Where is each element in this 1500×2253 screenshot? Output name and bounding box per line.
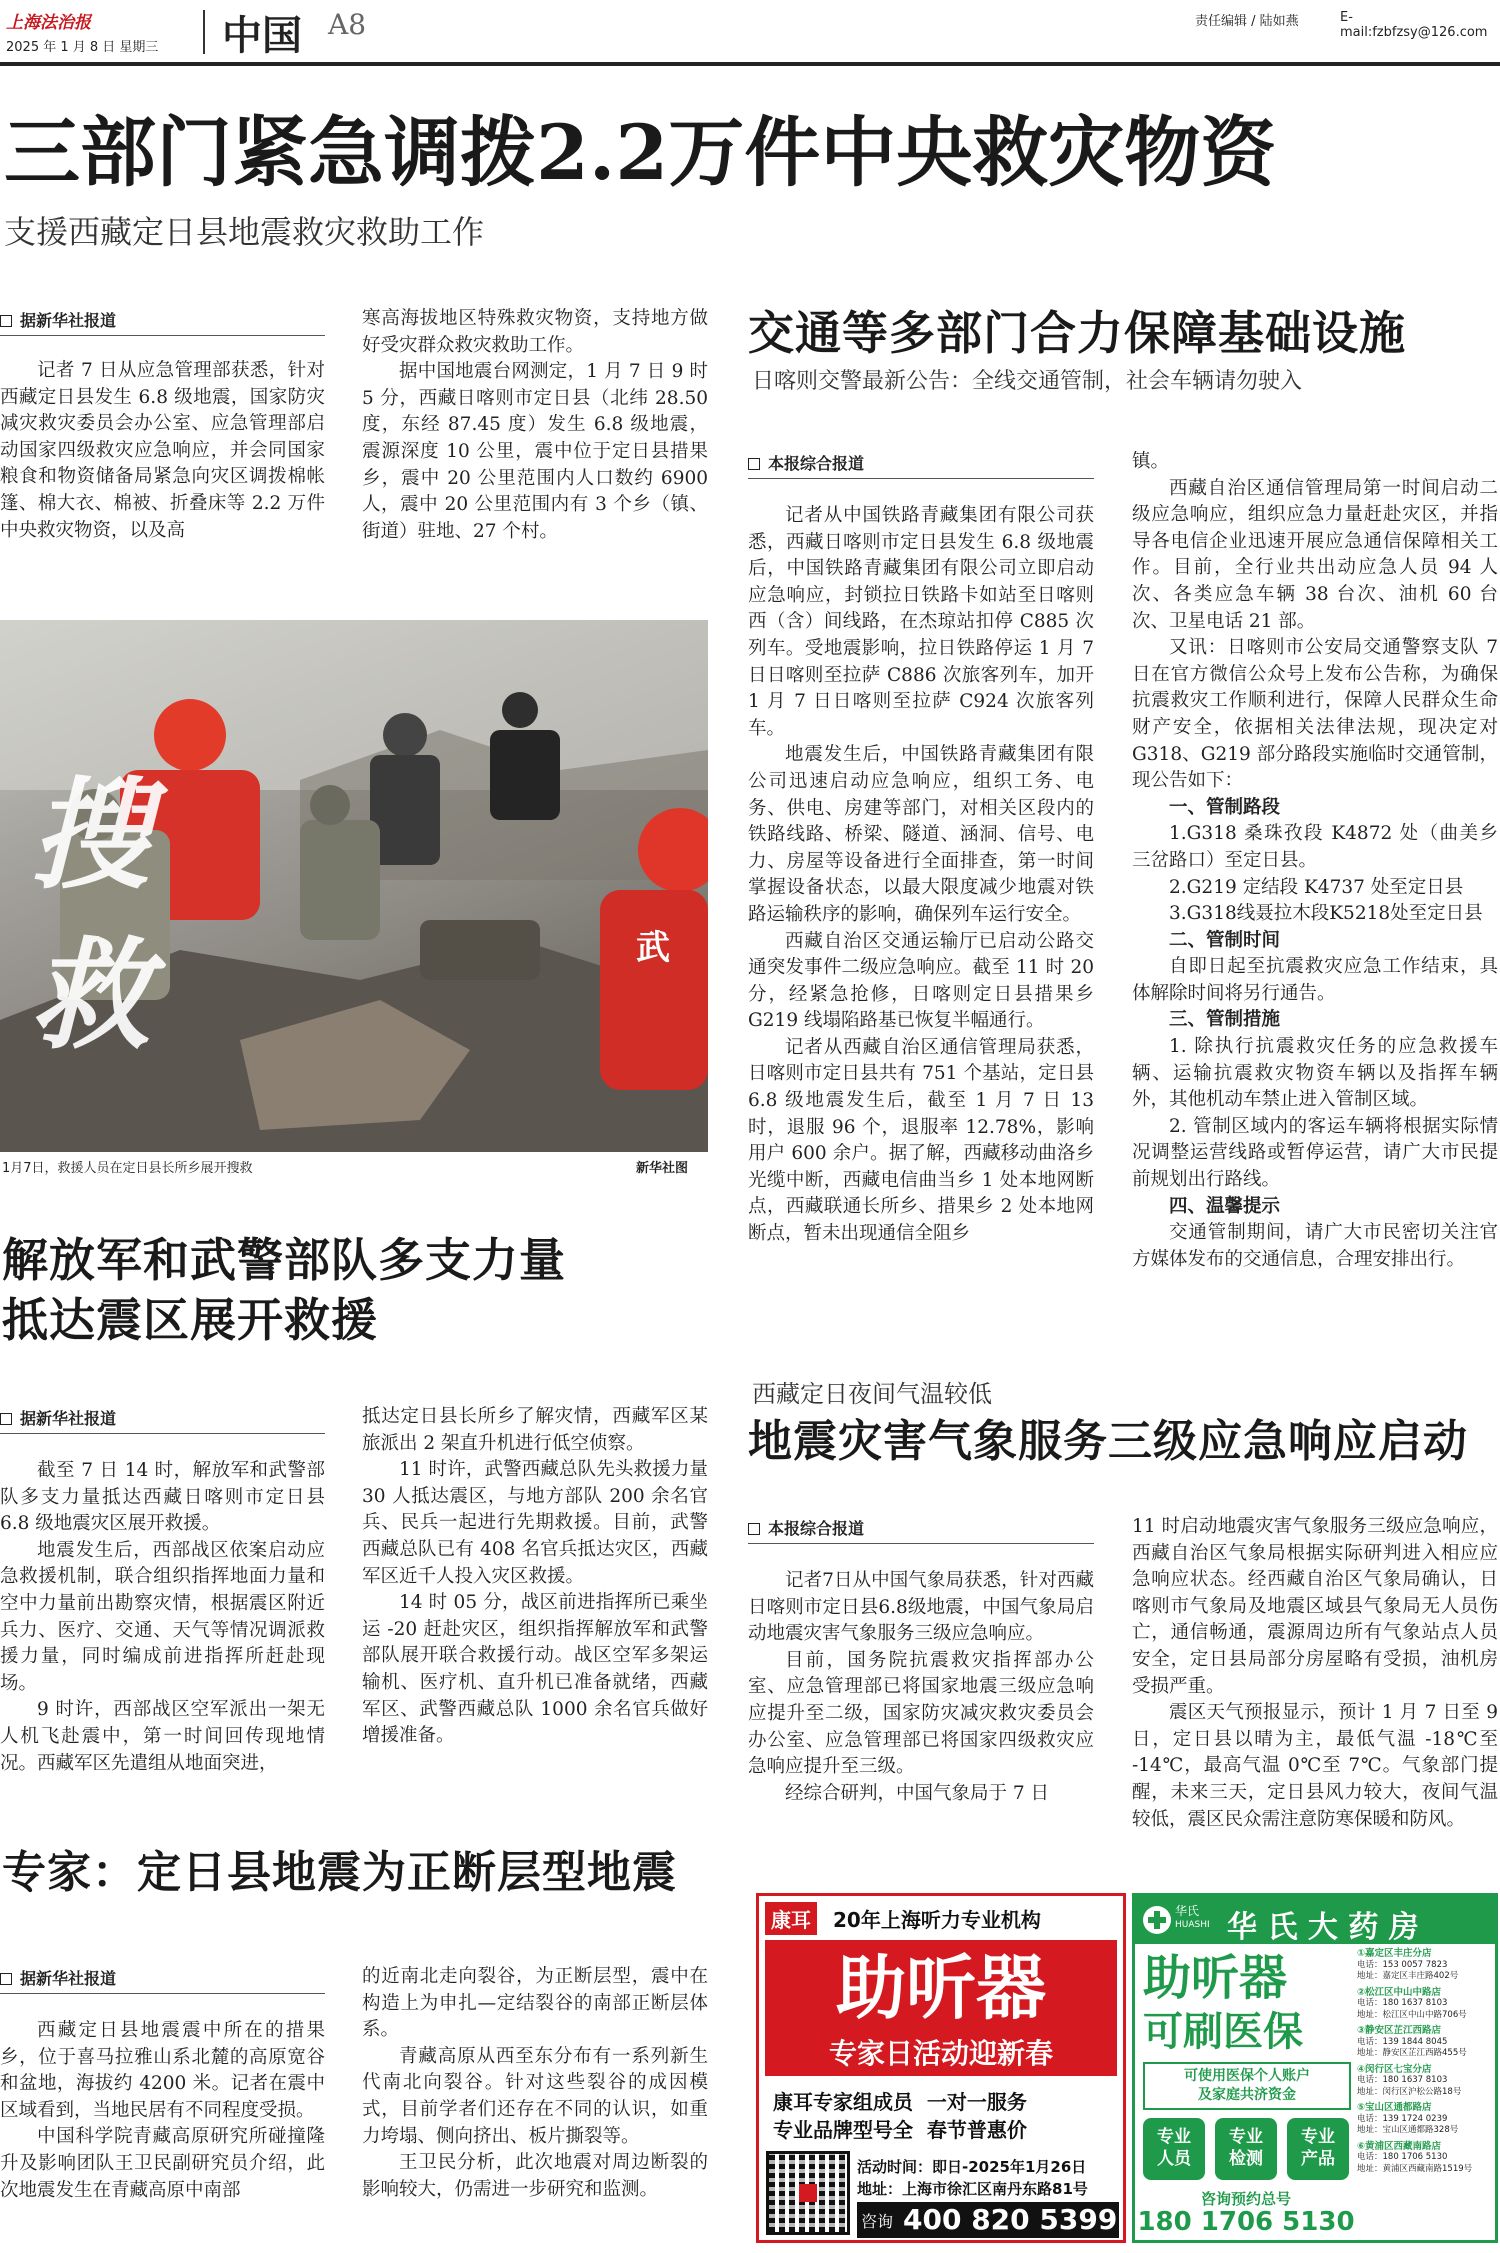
expert-para: 中国科学院青藏高原研究所碰撞隆升及影响团队王卫民副研究员介绍，此次地震发生在青藏高原中南部: [0, 2126, 325, 2201]
lead-col1: [0, 358, 325, 544]
traffic-subheading: 三、管制措施: [1169, 1009, 1281, 1031]
square-icon: [0, 1973, 12, 1985]
masthead-divider: [203, 10, 205, 54]
weather-headline: 地震灾害气象服务三级应急响应启动: [748, 1416, 1468, 1467]
pla-para: 14 时 05 分，战区前进指挥所已乘坐运 -20 赶赴灾区，组织指挥解放军和武警部队展开联合救援行动。战区空军多架运输机、医疗机、直升机已准备就绪，西藏军区、武警西藏总队 1000 余名官兵做好增援准备。: [362, 1592, 708, 1747]
store-item: [1357, 2141, 1495, 2176]
issue-date: 2025 年 1 月 8 日 星期三: [6, 40, 159, 55]
weather-kicker: 西藏定日夜间气温较低: [752, 1380, 992, 1408]
pla-para: 11 时许，武警西藏总队先头救援力量 30 人抵达震区，与地方部队 200 余名官兵、民兵一起进行先期救援。目前，武警西藏总队已有 408 名官兵抵达灾区，西藏军区近千人投入灾区救援。: [362, 1459, 708, 1587]
lead-subhead: 支援西藏定日县地震救灾救助工作: [4, 213, 485, 251]
ad-huashi-brand: 华氏: [1175, 1904, 1200, 1918]
ad-kanger-header: [759, 1896, 1123, 1940]
traffic-para: 记者从西藏自治区通信管理局获悉，日喀则市定日县共有 751 个基站，定日县 6.8 级地震发生后，截至 1 月 7 日 13 时，退服 96 个，退服率 12.78%，影响用户 600 余户。据了解，西藏移动曲洛乡光缆中断，西藏电信曲当乡 1 处本地网断点，西藏联通长所乡、措果乡 2 处本地网断点，暂未出现通信全阻乡: [748, 1036, 1094, 1245]
expert-para: 的近南北走向裂谷，为正断层型，震中在构造上为申扎—定结裂谷的南部正断层体系。: [362, 1966, 708, 2041]
weather-para: 震区天气预报显示，预计 1 月 7 日至 9 日，定日县以晴为主，最低气温 -18℃至 -14℃，最高气温 0℃至 7℃。气象部门提醒，未来三天，定日县风力较大，夜间气温较低，震区民众需注意防寒保暖和防风。: [1132, 1702, 1498, 1830]
traffic-list-item: 2.G219 定结段 K4737 处至定日县: [1169, 876, 1464, 898]
traffic-source: [748, 451, 1094, 479]
traffic-para: 自即日起至抗震救灾应急工作结束，具体解除时间将另行通告。: [1132, 956, 1498, 1004]
expert-source-label: 据新华社报道: [20, 1969, 117, 1988]
ad-huashi-brand-en: HUASHI: [1175, 1920, 1210, 1930]
expert-para: 青藏高原从西至东分布有一系列新生代南北向裂谷。针对这些裂谷的成因模式，目前学者们还存在不同的认识，如重力垮塌、侧向挤出、板片撕裂等。: [362, 2045, 708, 2147]
traffic-para: 交通管制期间，请广大市民密切关注官方媒体发布的交通信息，合理安排出行。: [1132, 1222, 1498, 1270]
weather-para: 目前，国务院抗震救灾指挥部办公室、应急管理部已将国家地震三级应急响应提升至二级，国家防灾减灾救灾委员会办公室、应急管理部已将国家四级救灾应急响应提升至三级。: [748, 1649, 1094, 1778]
ad-huashi-hotline-label: 咨询预约总号: [1200, 2190, 1291, 2208]
traffic-para: 镇。: [1132, 451, 1170, 472]
pla-col2: [362, 1404, 708, 1750]
ad-huashi-hotline[interactable]: 180 1706 5130: [1137, 2207, 1355, 2237]
masthead-rule: [0, 62, 1500, 66]
pla-source-label: 据新华社报道: [20, 1409, 117, 1428]
store-tel: 电话：139 1844 8045: [1357, 2036, 1448, 2047]
lead-para: 记者 7 日从应急管理部获悉，针对西藏定日县发生 6.8 级地震，国家防灾减灾救灾委员会办公室、应急管理部启动国家四级救灾应急响应，并会同国家粮食和物资储备局紧急向灾区调拨棉帐篷、棉大衣、棉被、折叠床等 2.2 万件中央救灾物资，以及高: [0, 360, 325, 541]
traffic-list-item: 1. 除执行抗震救灾任务的应急救援车辆、运输抗震救灾物资车辆以及指挥车辆外，其他机动车禁止进入管制区域。: [1132, 1036, 1498, 1111]
photo-overlay-text-2: 救: [30, 925, 150, 1066]
traffic-list-item: 1.G318 桑珠孜段 K4872 处（曲美乡三岔路口）至定日县。: [1132, 823, 1498, 871]
store-name: ②松江区中山中路店: [1357, 1986, 1442, 1998]
ad-kanger-event: 专家日活动迎新春: [828, 2037, 1053, 2070]
store-addr: 地址：松江区中山中路706号: [1357, 2009, 1467, 2020]
store-addr: 地址：闵行区沪松公路18号: [1357, 2086, 1462, 2097]
store-addr: 地址：黄浦区西藏南路1519号: [1357, 2163, 1473, 2174]
ad-kanger[interactable]: [756, 1893, 1126, 2243]
store-name: ①嘉定区丰庄分店: [1357, 1948, 1432, 1959]
traffic-headline: 交通等多部门合力保障基础设施: [748, 306, 1406, 360]
ad-huashi-header: [1135, 1896, 1495, 1944]
traffic-para: 记者从中国铁路青藏集团有限公司获悉，西藏日喀则市定日县发生 6.8 级地震后，中国铁路青藏集团有限公司立即启动应急响应，封锁拉日铁路卡如站至日喀则西（含）间线路，在杰琼站扣停 C885 次列车。受地震影响，拉日铁路停运 1 月 7 日日喀则至拉萨 C886 次旅客列车，加开 1 月 7 日日喀则至拉萨 C924 次旅客列车。: [748, 505, 1094, 739]
pla-para: 截至 7 日 14 时，解放军和武警部队多支力量抵达西藏日喀则市定日县 6.8 级地震灾区展开救援。: [0, 1460, 325, 1535]
traffic-list-item: 2. 管制区域内的客运车辆将根据实际情况调整运营线路或暂停运营，请广大市民提前规划出行路线。: [1132, 1115, 1498, 1191]
expert-col2: [362, 1964, 708, 2203]
traffic-subheading: 一、管制路段: [1169, 796, 1281, 818]
photo-caption: 1月7日，救援人员在定日县长所乡展开搜救: [2, 1161, 253, 1176]
store-tel: 电话：180 1706 5130: [1357, 2152, 1448, 2162]
editor-email: E-mail:fzbfzsy@126.com: [1340, 10, 1488, 40]
weather-col2: [1132, 1514, 1498, 1833]
expert-col1: [0, 2018, 325, 2204]
lead-para: 寒高海拔地区特殊救灾物资，支持地方做好受灾群众救灾救助工作。: [362, 308, 708, 356]
store-item: [1357, 2064, 1495, 2099]
section-name: 中国: [222, 12, 302, 59]
ad-kanger-time: 活动时间：即日-2025年1月26日: [857, 2158, 1087, 2176]
qr-code-icon: [769, 2154, 847, 2232]
pla-para: 地震发生后，西部战区依案启动应急救援机制，联合组织指挥地面力量和空中力量前出勘察灾情，根据震区附近兵力、医疗、交通、天气等情况调派救援力量，同时编成前进指挥所赶赴现场。: [0, 1539, 325, 1694]
photo-credit: 新华社图: [636, 1161, 689, 1176]
store-name: ④闵行区七宝分店: [1357, 2063, 1432, 2075]
traffic-subheading: 四、温馨提示: [1169, 1195, 1281, 1217]
ad-kanger-brand: 康耳: [765, 1902, 817, 1935]
ad-huashi-store-list: [1357, 1948, 1495, 2179]
lead-col2: [362, 306, 708, 545]
ad-kanger-phone-row[interactable]: [857, 2202, 1119, 2238]
traffic-subheading: 二、管制时间: [1169, 929, 1281, 951]
square-icon: [748, 458, 760, 470]
weather-para: 记者7日从中国气象局获悉，针对西藏日喀则市定日县6.8级地震，中国气象局启动地震灾害气象服务三级应急响应。: [748, 1570, 1094, 1645]
pla-headline-2: 抵达震区展开救援: [2, 1293, 378, 1347]
ad-kanger-address: 地址：上海市徐汇区南丹东路81号: [857, 2180, 1088, 2198]
ad-kanger-line1: 康耳专家组成员 一对一服务: [773, 2090, 1027, 2114]
traffic-para: 又讯：日喀则市公安局交通警察支队 7 日在官方微信公众号上发布公告称，为确保抗震救灾工作顺利进行，保障人民群众生命财产安全，依据相关法律法规，现决定对 G318、G219 部分路段实施临时交通管制，现公告如下：: [1132, 637, 1498, 792]
traffic-source-label: 本报综合报道: [768, 454, 865, 473]
square-icon: [748, 1523, 760, 1535]
ad-huashi-badge: 专业 人员: [1143, 2118, 1205, 2180]
square-icon: [0, 315, 12, 327]
store-addr: 地址：宝山区通都路328号: [1357, 2125, 1459, 2135]
lead-source: [0, 308, 325, 336]
vest-text-icon: 武: [636, 928, 670, 968]
pla-col1: [0, 1458, 325, 1777]
lead-source-label: 据新华社报道: [20, 311, 117, 330]
store-tel: 电话：180 1637 8103: [1357, 2075, 1448, 2085]
ad-huashi-product1: 助听器: [1143, 1950, 1288, 2006]
ad-huashi-badge: 专业 检测: [1215, 2118, 1277, 2180]
editor-credit: 责任编辑 / 陆如燕: [1195, 14, 1299, 29]
rescue-photo: [0, 620, 708, 1152]
photo-overlay-text-1: 搜: [30, 765, 150, 906]
ad-kanger-line2: 专业品牌型号全 春节普惠价: [773, 2118, 1027, 2142]
page-number: A8: [328, 8, 367, 41]
traffic-para: 西藏自治区交通运输厅已启动公路交通突发事件二级应急响应。截至 11 时 20 分，经紧急抢修，日喀则定日县措果乡 G219 线塌陷路基已恢复半幅通行。: [748, 930, 1094, 1032]
ad-kanger-main-block: [765, 1940, 1117, 2076]
pla-para: 抵达定日县长所乡了解灾情，西藏军区某旅派出 2 架直升机进行低空侦察。: [362, 1406, 708, 1454]
expert-headline: 专家：定日县地震为正断层型地震: [2, 1847, 677, 1898]
traffic-list-item: 3.G318线聂拉木段K5218处至定日县: [1169, 903, 1483, 925]
pla-headline-1: 解放军和武警部队多支力量: [2, 1233, 566, 1287]
ad-huashi-badge: 专业 产品: [1287, 2118, 1349, 2180]
newspaper-logo: 上海法治报: [6, 13, 91, 33]
lead-headline: 三部门紧急调拨2.2万件中央救灾物资: [4, 108, 1277, 197]
weather-source-label: 本报综合报道: [768, 1519, 865, 1538]
store-name: ③静安区芷江西路店: [1357, 2025, 1442, 2036]
weather-source: [748, 1516, 1094, 1544]
ad-kanger-phone: 400 820 5399: [903, 2203, 1118, 2236]
masthead: [0, 0, 1500, 60]
ad-huashi-name: 华 氏 大 药 房: [1227, 1910, 1419, 1945]
weather-col1: [748, 1568, 1094, 1807]
traffic-para: 地震发生后，中国铁路青藏集团有限公司迅速启动应急响应，组织工务、电务、供电、房建等部门，对相关区段内的铁路线路、桥梁、隧道、涵洞、信号、电力、房屋等设备进行全面排查，第一时间掌握设备状态，以最大限度减少地震对铁路运输秩序的影响，确保列车运行安全。: [748, 744, 1094, 925]
weather-para: 11 时启动地震灾害气象服务三级应急响应，西藏自治区气象局根据实际研判进入相应应急响应状态。经西藏自治区气象局确认，日喀则市气象局及地震区域县气象局无人员伤亡，通信畅通，震源周边所有气象站点人员安全，定日县局部分房屋略有受损，油机房受损严重。: [1132, 1516, 1498, 1697]
traffic-col1: [748, 503, 1094, 1248]
store-item: [1357, 1987, 1495, 2022]
ad-huashi[interactable]: [1132, 1893, 1498, 2243]
store-tel: 电话：180 1637 8103: [1357, 1998, 1448, 2008]
ad-huashi-product2: 可刷医保: [1143, 2009, 1303, 2055]
store-item: [1357, 2102, 1495, 2137]
ad-kanger-consult-label: 咨询: [861, 2212, 894, 2231]
cross-logo-icon: [1143, 1906, 1171, 1934]
traffic-col2: [1132, 449, 1498, 1273]
lead-para: 据中国地震台网测定，1 月 7 日 9 时 5 分，西藏日喀则市定日县（北纬 28.50 度，东经 87.45 度）发生 6.8 级地震，震源深度 10 公里，震中位于定日县措果乡，震中 20 公里范围内人口数约 6900 人，震中 20 公里范围内有 3 个乡（镇、街道）驻地、27 个村。: [362, 361, 708, 542]
ad-kanger-tagline: 20年上海听力专业机构: [833, 1908, 1041, 1932]
expert-para: 王卫民分析，此次地震对周边断裂的影响较大，仍需进一步研究和监测。: [362, 2152, 708, 2200]
traffic-subhead: 日喀则交警最新公告：全线交通管制，社会车辆请勿驶入: [752, 369, 1303, 394]
store-name: ⑥黄浦区西藏南路店: [1357, 2140, 1442, 2152]
store-addr: 地址：嘉定区丰庄路402号: [1357, 1971, 1459, 1981]
expert-source: [0, 1966, 325, 1994]
pla-para: 9 时许，西部战区空军派出一架无人机飞赴震中，第一时间回传现地情况。西藏军区先遣组从地面突进，: [0, 1699, 325, 1774]
store-item: [1357, 1948, 1495, 1983]
pla-source: [0, 1406, 325, 1434]
square-icon: [0, 1413, 12, 1425]
weather-para: 经综合研判，中国气象局于 7 日: [785, 1782, 1050, 1804]
ad-huashi-insurance: 可使用医保个人账户 及家庭共济资金: [1143, 2062, 1351, 2110]
store-item: [1357, 2025, 1495, 2060]
expert-para: 西藏定日县地震震中所在的措果乡，位于喜马拉雅山系北麓的高原宽谷和盆地，海拔约 4200 米。记者在震中区域看到，当地民居有不同程度受损。: [0, 2020, 325, 2121]
store-addr: 地址：静安区芷江西路455号: [1357, 2048, 1467, 2058]
store-tel: 电话：153 0057 7823: [1357, 1959, 1448, 1970]
traffic-para: 西藏自治区通信管理局第一时间启动二级应急响应，组织应急力量赶赴灾区，并指导各电信企业迅速开展应急通信保障相关工作。目前，全行业共出动应急人员 94 人次、各类应急车辆 38 台次、油机 60 台次、卫星电话 21 部。: [1132, 477, 1498, 632]
store-name: ⑤宝山区通都路店: [1357, 2102, 1432, 2113]
ad-kanger-product: 助听器: [836, 1947, 1046, 2029]
store-tel: 电话：139 1724 0239: [1357, 2113, 1448, 2124]
